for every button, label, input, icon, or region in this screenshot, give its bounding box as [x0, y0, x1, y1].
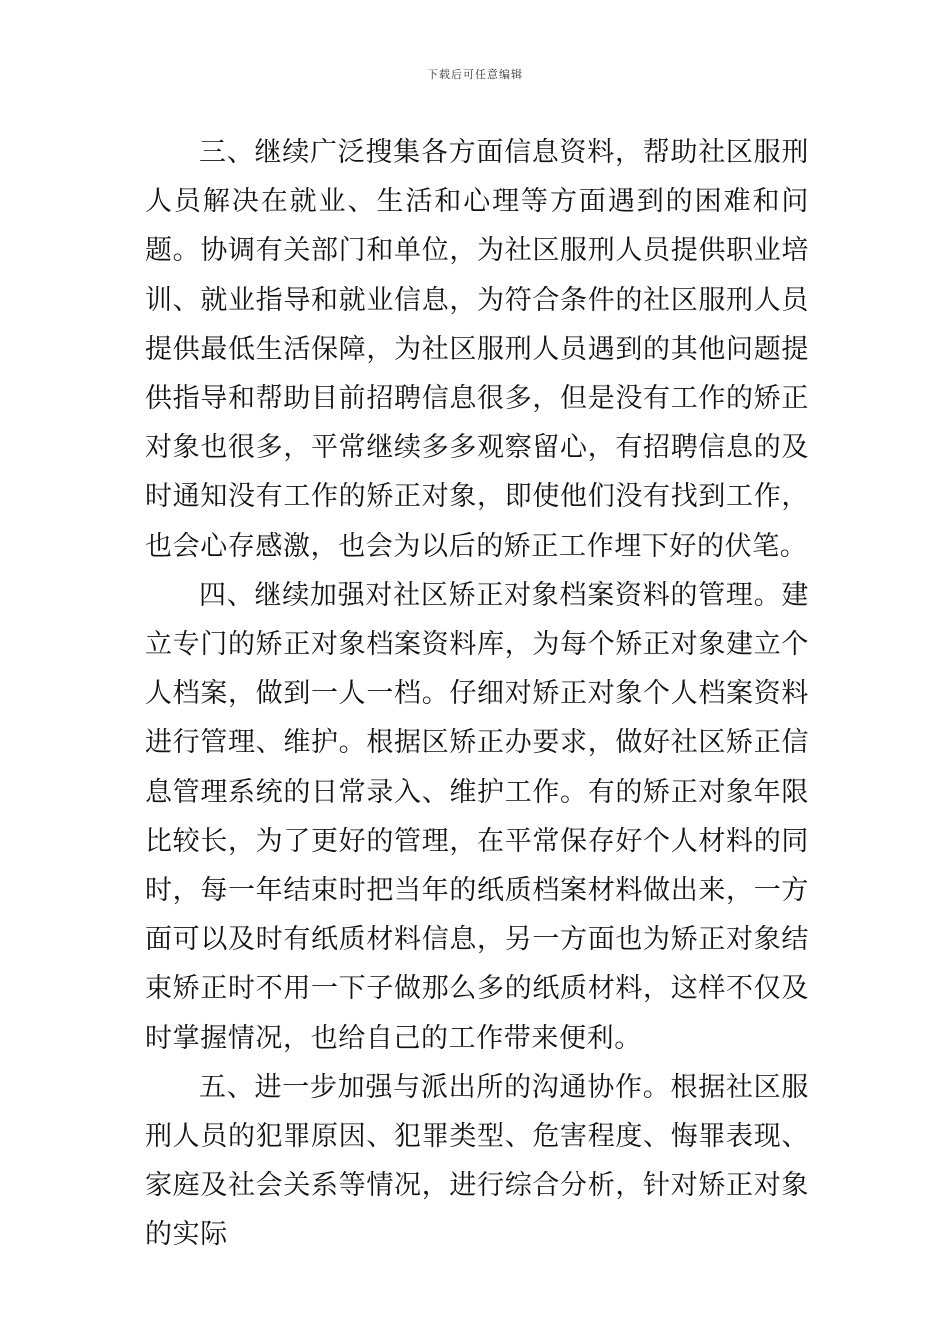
download-editable-note: 下载后可任意编辑 — [427, 68, 523, 81]
paragraph-five: 五、进一步加强与派出所的沟通协作。根据社区服刑人员的犯罪原因、犯罪类型、危害程度、悔罪表现、家庭及社会关系等情况，进行综合分析，针对矫正对象的实际 — [145, 1071, 809, 1251]
document-body — [145, 128, 809, 1260]
paragraph-four: 四、继续加强对社区矫正对象档案资料的管理。建立专门的矫正对象档案资料库，为每个矫正对象建立个人档案，做到一人一档。仔细对矫正对象个人档案资料进行管理、维护。根据区矫正办要求，做好社区矫正信息管理系统的日常录入、维护工作。有的矫正对象年限比较长，为了更好的管理，在平常保存好个人材料的同时，每一年结束时把当年的纸质档案材料做出来，一方面可以及时有纸质材料信息，另一方面也为矫正对象结束矫正时不用一下子做那么多的纸质材料，这样不仅及时掌握情况，也给自己的工作带来便利。 — [145, 579, 809, 1054]
paragraph-three: 三、继续广泛搜集各方面信息资料，帮助社区服刑人员解决在就业、生活和心理等方面遇到的困难和问题。协调有关部门和单位，为社区服刑人员提供职业培训、就业指导和就业信息，为符合条件的社区服刑人员提供最低生活保障，为社区服刑人员遇到的其他问题提供指导和帮助目前招聘信息很多，但是没有工作的矫正对象也很多，平常继续多多观察留心，有招聘信息的及时通知没有工作的矫正对象，即使他们没有找到工作，也会心存感激，也会为以后的矫正工作埋下好的伏笔。 — [145, 137, 809, 562]
